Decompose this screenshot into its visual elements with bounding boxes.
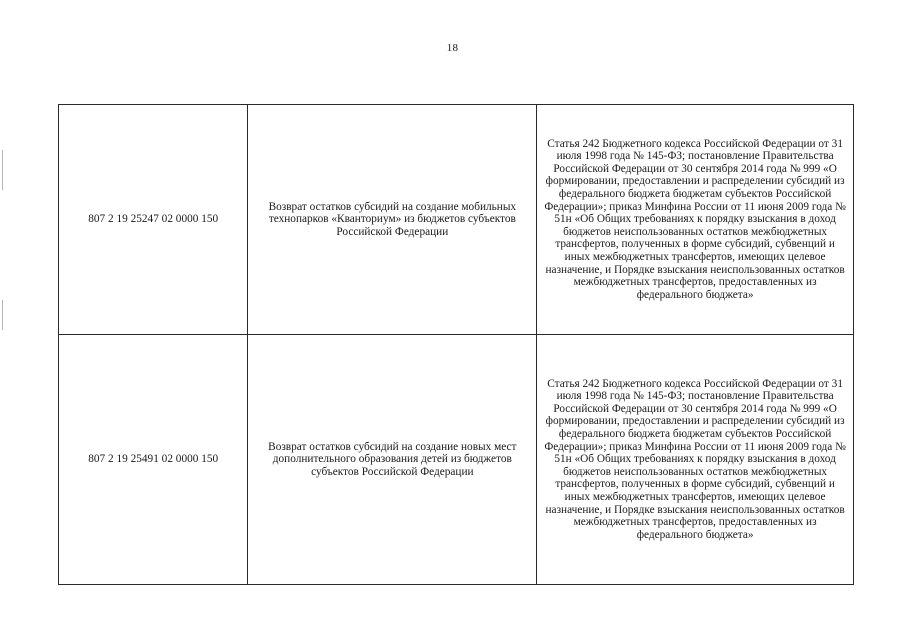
legal-basis-text: Статья 242 Бюджетного кодекса Российской Федерации от 31 июля 1998 года № 145-ФЗ; постановление Правительства Российской Федерации от 30 сентября 2014 года № 999 «О формировании, предоставлении и распределении субсидий из федерального бюджета бюджетам субъектов Российской Федерации»; приказ Минфина России от 11 июня 2009 года № 51н «Об Общих требованиях к порядку взыскания в доход бюджетов неиспользованных остатков межбюджетных трансфертов, полученных в форме субсидий, субвенций и иных межбюджетных трансфертов, имеющих целевое назначение, и Порядке взыскания неиспользованных остатков межбюджетных трансфертов, предоставленных из федерального бюджета» [544, 377, 846, 541]
scan-edge-mark [2, 150, 3, 190]
scan-edge-mark [2, 300, 3, 330]
table-row [59, 335, 854, 585]
budget-codes-table [58, 104, 854, 585]
legal-basis-cell [537, 335, 854, 585]
legal-basis-cell [537, 105, 854, 335]
page-number: 18 [446, 42, 459, 54]
revenue-name-cell: Возврат остатков субсидий на создание новых мест дополнительного образования детей из бюджетов субъектов Российской Федерации [248, 335, 537, 585]
legal-basis-text: Статья 242 Бюджетного кодекса Российской Федерации от 31 июля 1998 года № 145-ФЗ; постановление Правительства Российской Федерации от 30 сентября 2014 года № 999 «О формировании, предоставлении и распределении субсидий из федерального бюджета бюджетам субъектов Российской Федерации»; приказ Минфина России от 11 июня 2009 года № 51н «Об Общих требованиях к порядку взыскания в доход бюджетов неиспользованных остатков межбюджетных трансфертов, полученных в форме субсидий, субвенций и иных межбюджетных трансфертов, имеющих целевое назначение, и Порядке взыскания неиспользованных остатков межбюджетных трансфертов, предоставленных из федерального бюджета» [544, 137, 846, 301]
revenue-code-cell: 807 2 19 25491 02 0000 150 [59, 335, 248, 585]
revenue-name-cell: Возврат остатков субсидий на создание мобильных технопарков «Кванториум» из бюджетов субъектов Российской Федерации [248, 105, 537, 335]
revenue-code-cell: 807 2 19 25247 02 0000 150 [59, 105, 248, 335]
table-row [59, 105, 854, 335]
